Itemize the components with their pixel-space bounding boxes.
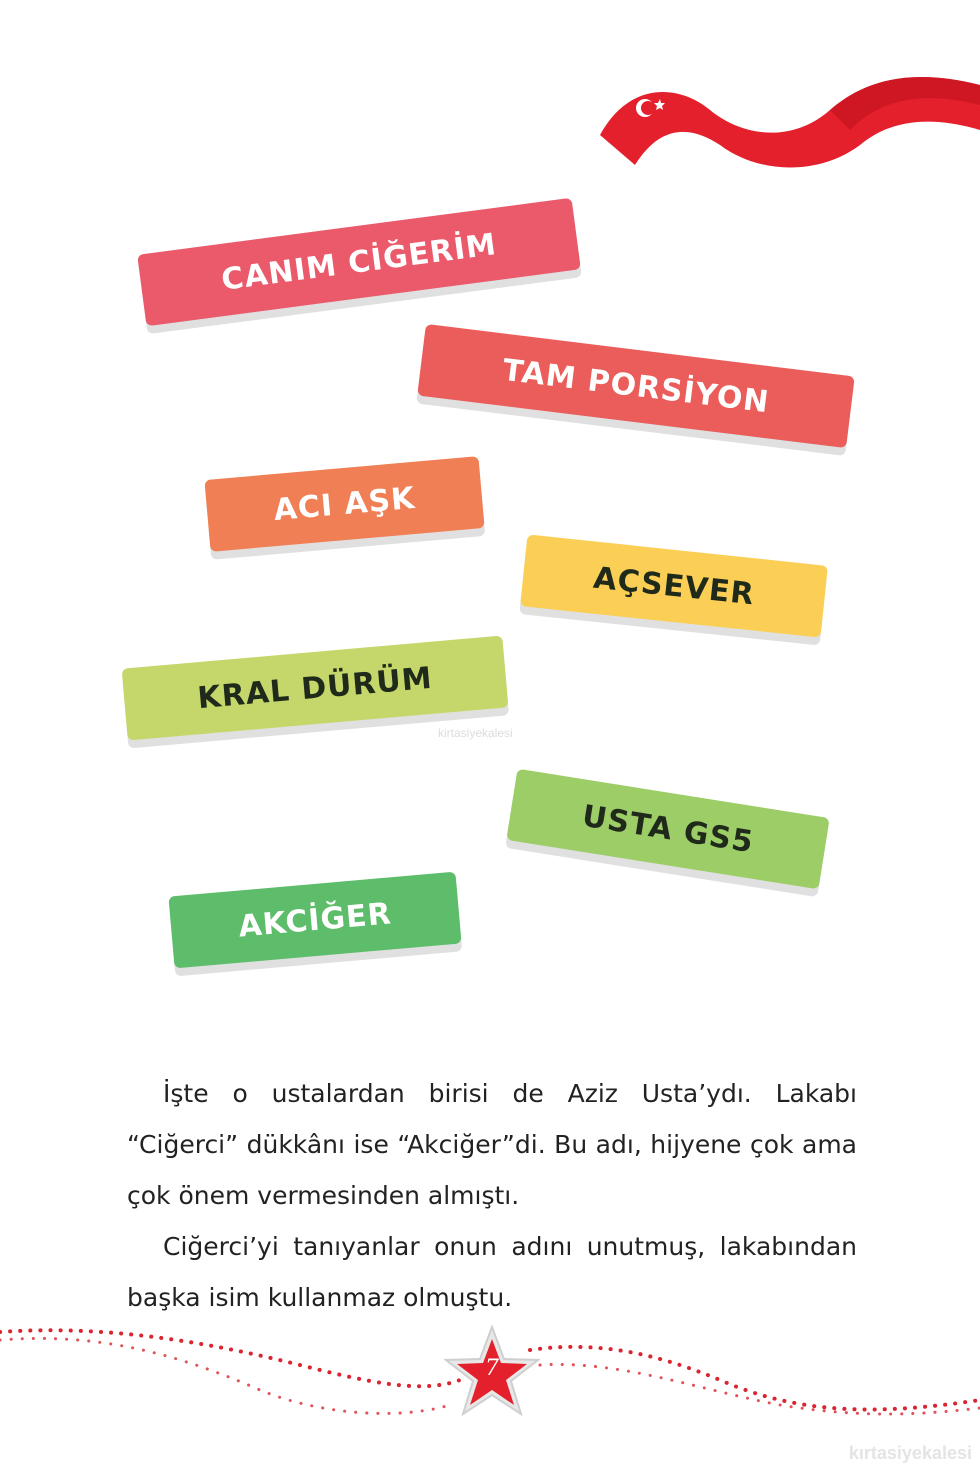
plank-canim-cigerim bbox=[137, 198, 581, 327]
plank-label: USTA GS5 bbox=[579, 798, 757, 860]
plank-acsever bbox=[520, 534, 828, 637]
paragraph-2: Ciğerci’yi tanıyanlar onun adını unutmuş, lakabından başka isim kullanmaz olmuştu. bbox=[127, 1232, 857, 1312]
story-text bbox=[127, 1068, 857, 1323]
plank-label: KRAL DÜRÜM bbox=[196, 660, 434, 716]
plank-usta-gs5 bbox=[506, 769, 829, 890]
plank-label: AÇSEVER bbox=[591, 560, 757, 612]
watermark-corner: kırtasiyekalesi bbox=[848, 1443, 972, 1463]
plank-tam-porsiyon bbox=[417, 324, 855, 448]
plank-label: AKCİĞER bbox=[237, 895, 393, 945]
plank-label: TAM PORSİYON bbox=[500, 352, 772, 420]
plank-kral-durum bbox=[122, 635, 509, 740]
flag-ribbon-illustration bbox=[590, 60, 980, 180]
paragraph-1: İşte o ustalardan birisi de Aziz Usta’ydı. Lakabı “Ciğerci” dükkânı ise “Akciğer”di. Bu adı, hijyene çok ama çok önem vermesinden almıştı. bbox=[127, 1079, 857, 1210]
plank-aci-ask bbox=[204, 456, 484, 552]
plank-label: ACI AŞK bbox=[272, 480, 417, 528]
watermark: kirtasiyekalesi bbox=[438, 726, 513, 740]
plank-akciger bbox=[168, 872, 461, 969]
page-number: 7 bbox=[485, 1356, 499, 1381]
plank-label: CANIM CİĞERİM bbox=[219, 226, 499, 298]
